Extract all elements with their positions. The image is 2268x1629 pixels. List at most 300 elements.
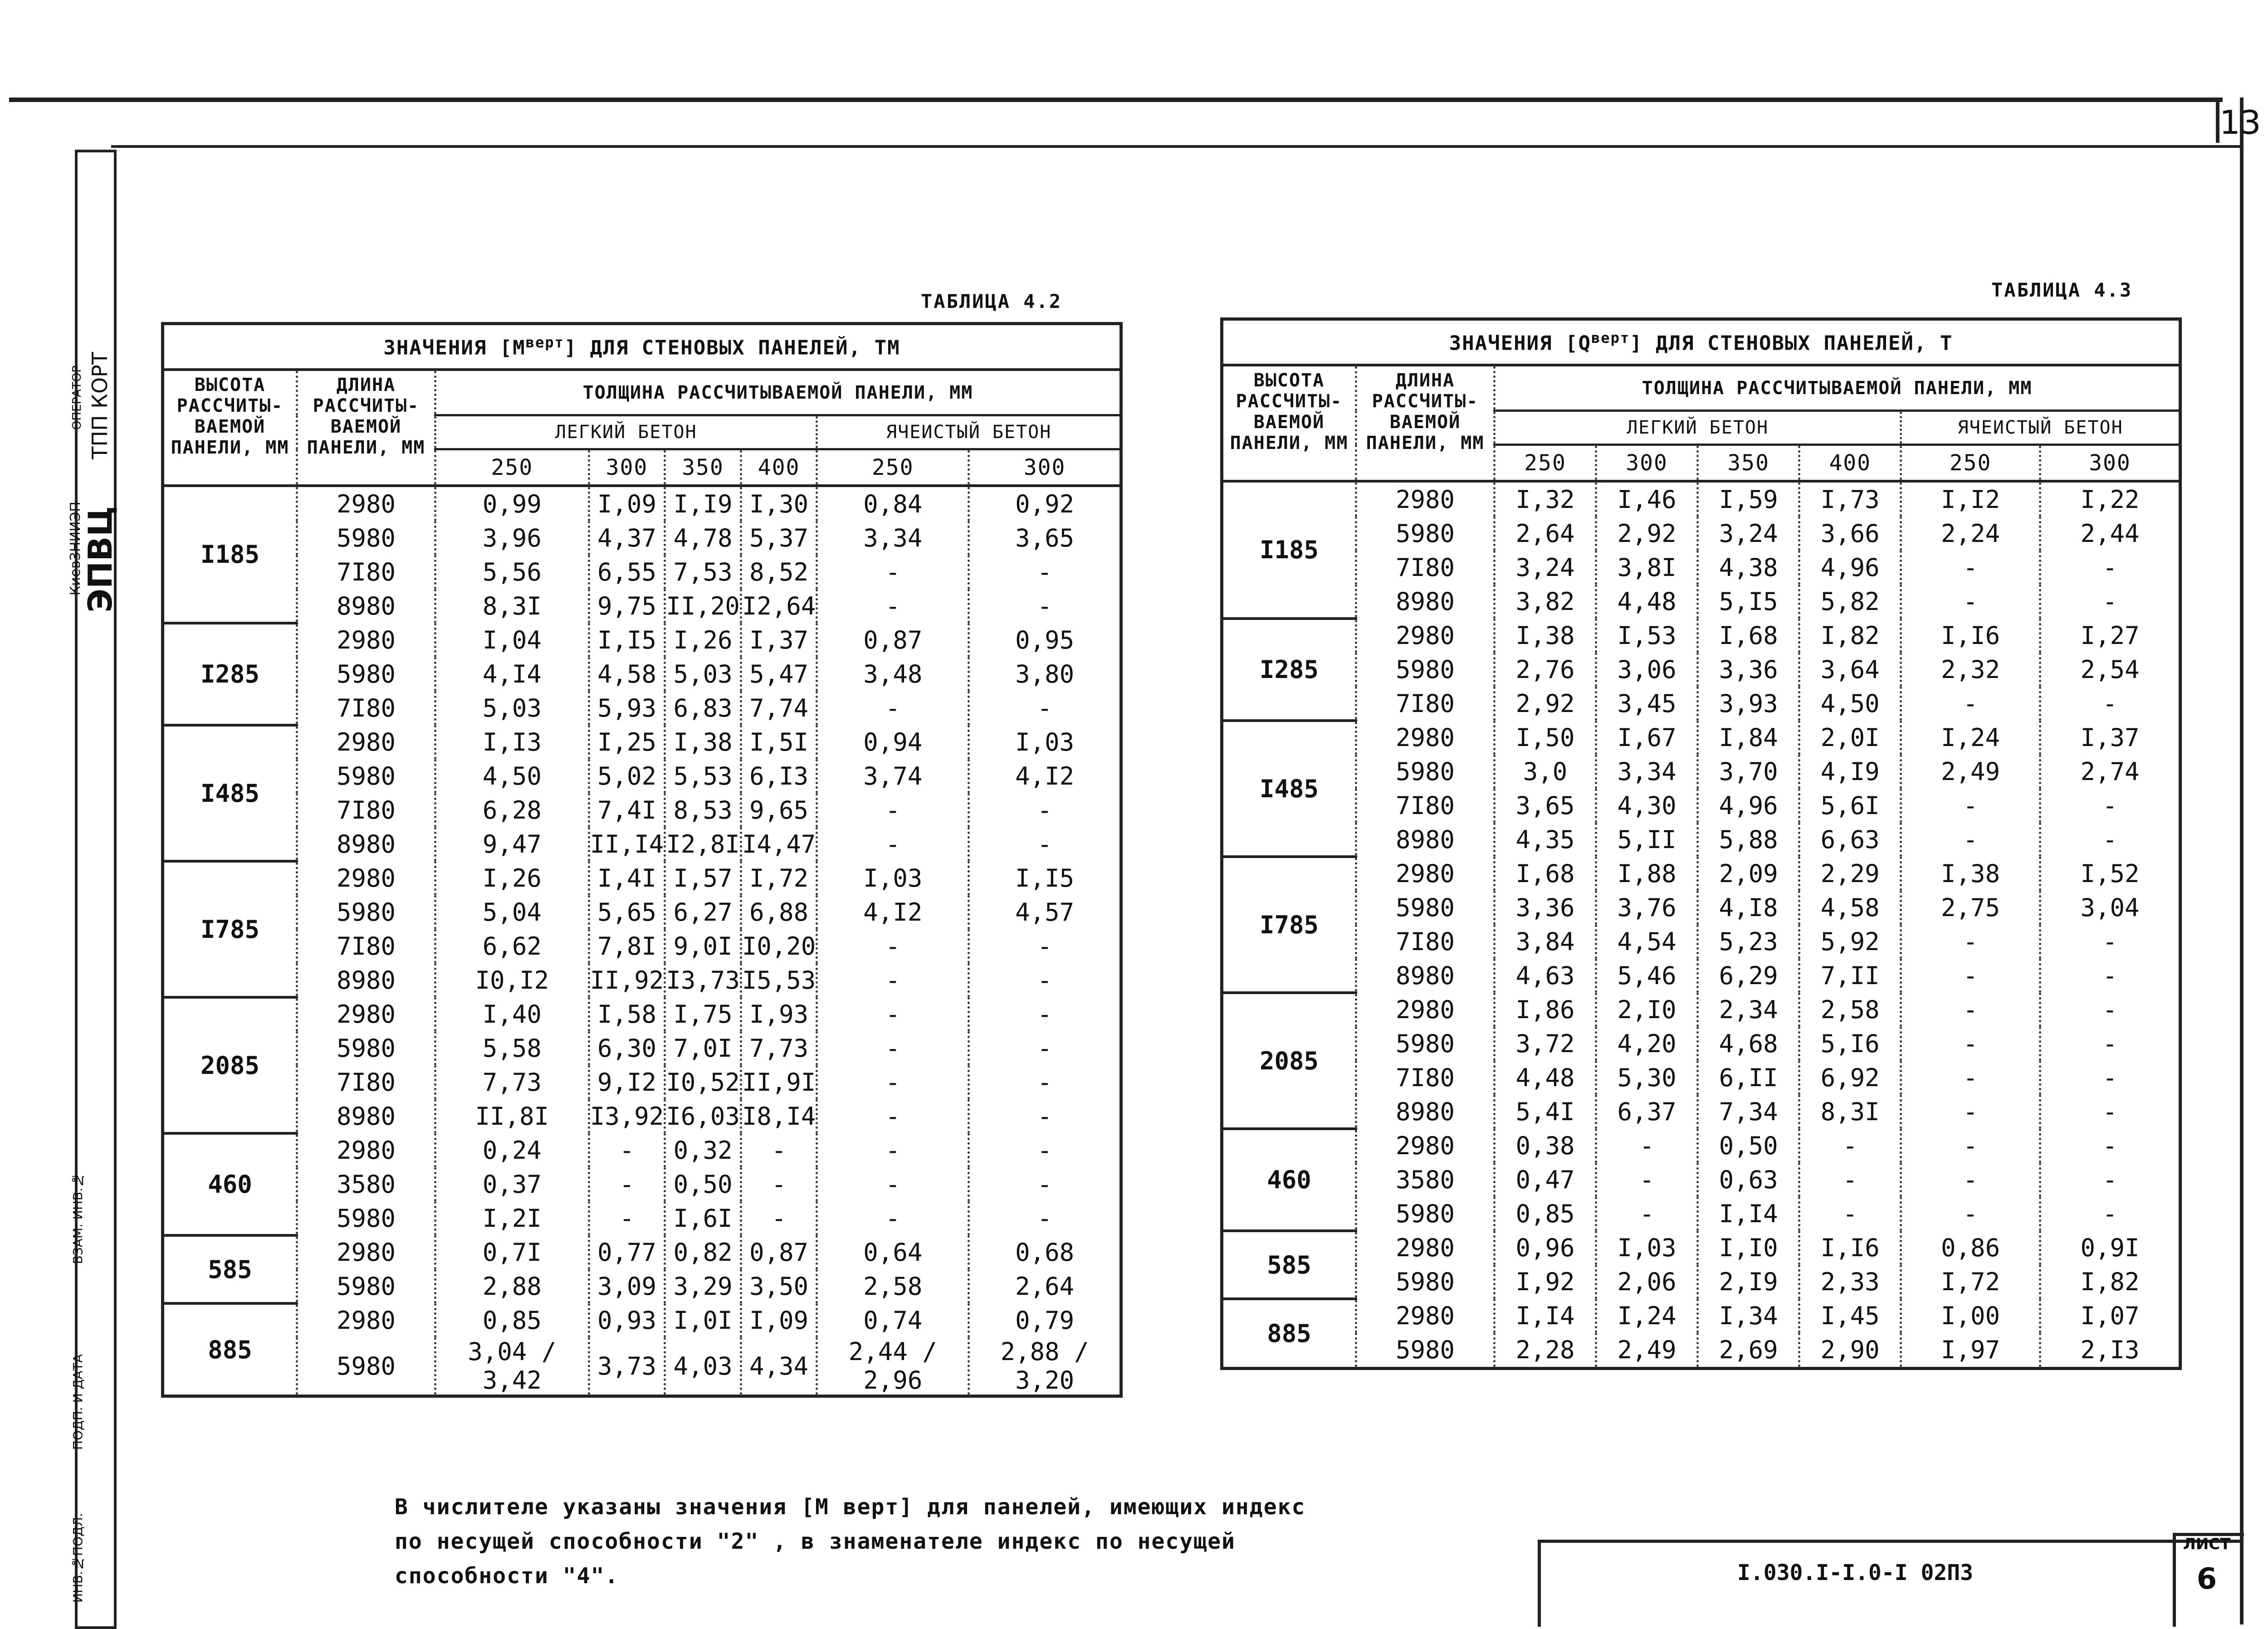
table-row: [163, 997, 1121, 1031]
value-cell: 2,58: [817, 1269, 969, 1303]
table43-thickness-1: 300: [1596, 445, 1698, 482]
value-cell: 4,68: [1698, 1027, 1799, 1061]
value-cell: 5,03: [665, 657, 741, 691]
table-row: [163, 623, 1121, 657]
value-cell: -: [1901, 1197, 2040, 1231]
value-cell: -: [969, 1201, 1121, 1235]
value-cell: 3,45: [1596, 687, 1698, 721]
table42-height-2: I485: [163, 725, 297, 861]
table-row: [1222, 619, 2180, 653]
table-row: [163, 895, 1121, 929]
value-cell: 3,65: [969, 521, 1121, 555]
value-cell: 0,68: [969, 1235, 1121, 1269]
table-row: [1222, 551, 2180, 585]
value-cell: I,I4: [1495, 1299, 1596, 1333]
table-row: [163, 827, 1121, 861]
length-cell: 5980: [1356, 755, 1495, 789]
value-cell: 2,64: [969, 1269, 1121, 1303]
value-cell: 6,29: [1698, 959, 1799, 993]
value-cell: I,46: [1596, 481, 1698, 517]
table43-thickness-2: 350: [1698, 445, 1799, 482]
value-cell: 0,74: [817, 1303, 969, 1337]
value-cell: 4,96: [1698, 789, 1799, 823]
table43-thickness-5: 300: [2040, 445, 2180, 482]
value-cell: 2,24: [1901, 517, 2040, 551]
value-cell: 4,03: [665, 1337, 741, 1396]
value-cell: I4,47: [741, 827, 817, 861]
table-row: [163, 1065, 1121, 1099]
value-cell: 4,57: [969, 895, 1121, 929]
value-cell: I,73: [1799, 481, 1901, 517]
value-cell: 4,63: [1495, 959, 1596, 993]
top-rule: [9, 98, 2223, 102]
table42-col-thickness: ТОЛЩИНА РАССЧИТЫВАЕМОЙ ПАНЕЛИ, ММ: [435, 370, 1121, 415]
value-cell: I0,52: [665, 1065, 741, 1099]
length-cell: 5980: [1356, 891, 1495, 925]
value-cell: 8,3I: [435, 589, 589, 623]
value-cell: 9,75: [589, 589, 665, 623]
value-cell: 2,69: [1698, 1333, 1799, 1369]
value-cell: I,93: [741, 997, 817, 1031]
value-cell: -: [2040, 959, 2180, 993]
value-cell: -: [1901, 993, 2040, 1027]
value-cell: -: [2040, 993, 2180, 1027]
value-cell: I,40: [435, 997, 589, 1031]
length-cell: 5980: [297, 1201, 435, 1235]
value-cell: 2,75: [1901, 891, 2040, 925]
value-cell: 8,3I: [1799, 1095, 1901, 1129]
footnote: [395, 1490, 1370, 1593]
value-cell: 3,66: [1799, 517, 1901, 551]
value-cell: 6,I3: [741, 759, 817, 793]
value-cell: 2,29: [1799, 857, 1901, 891]
value-cell: I,52: [2040, 857, 2180, 891]
value-cell: 6,28: [435, 793, 589, 827]
value-cell: -: [2040, 551, 2180, 585]
table42-thickness-0: 250: [435, 449, 589, 486]
table-row: [1222, 993, 2180, 1027]
value-cell: 6,II: [1698, 1061, 1799, 1095]
table-row: [163, 1099, 1121, 1133]
value-cell: -: [589, 1133, 665, 1167]
value-cell: 3,04: [2040, 891, 2180, 925]
value-cell: 0,92: [969, 486, 1121, 521]
value-cell: -: [1901, 1163, 2040, 1197]
value-cell: I,5I: [741, 725, 817, 759]
value-cell: 5,58: [435, 1031, 589, 1065]
length-cell: 7I80: [1356, 687, 1495, 721]
value-cell: I,I5: [589, 623, 665, 657]
table-4-3: [1220, 317, 2182, 1370]
length-cell: 2980: [297, 725, 435, 759]
table42-title-suffix: ДЛЯ СТЕНОВЫХ ПАНЕЛЕЙ, ТМ: [590, 336, 900, 360]
value-cell: 7,0I: [665, 1031, 741, 1065]
value-cell: 0,32: [665, 1133, 741, 1167]
value-cell: I,50: [1495, 721, 1596, 755]
value-cell: 2,88 / 3,20: [969, 1337, 1121, 1396]
value-cell: I,67: [1596, 721, 1698, 755]
value-cell: 3,24: [1495, 551, 1596, 585]
value-cell: II,92: [589, 963, 665, 997]
value-cell: 2,44 / 2,96: [817, 1337, 969, 1396]
table-row: [1222, 1095, 2180, 1129]
length-cell: 2980: [1356, 1129, 1495, 1163]
length-cell: 7I80: [1356, 789, 1495, 823]
value-cell: I,75: [665, 997, 741, 1031]
value-cell: 0,87: [817, 623, 969, 657]
table-row: [1222, 653, 2180, 687]
value-cell: 4,38: [1698, 551, 1799, 585]
value-cell: 7,8I: [589, 929, 665, 963]
value-cell: I,92: [1495, 1265, 1596, 1299]
table42-title: ЗНАЧЕНИЯ $[М^{верт}]$ ДЛЯ СТЕНОВЫХ ПАНЕЛЕЙ, ТМ: [163, 324, 1121, 370]
value-cell: -: [1901, 585, 2040, 619]
value-cell: -: [817, 997, 969, 1031]
value-cell: I,07: [2040, 1299, 2180, 1333]
table-row: [163, 1201, 1121, 1235]
table42-height-1: I285: [163, 623, 297, 725]
value-cell: 4,I2: [969, 759, 1121, 793]
table-row: [1222, 517, 2180, 551]
value-cell: I,82: [1799, 619, 1901, 653]
frame-top: [111, 145, 2243, 148]
value-cell: I,22: [2040, 481, 2180, 517]
value-cell: 4,48: [1596, 585, 1698, 619]
table-row: [163, 1269, 1121, 1303]
value-cell: I,24: [1901, 721, 2040, 755]
length-cell: 8980: [297, 1099, 435, 1133]
value-cell: 3,34: [817, 521, 969, 555]
table-row: [1222, 823, 2180, 857]
value-cell: 3,76: [1596, 891, 1698, 925]
value-cell: 3,06: [1596, 653, 1698, 687]
stamp-operator-label: ОПЕРАТОР: [70, 366, 84, 430]
value-cell: 3,65: [1495, 789, 1596, 823]
value-cell: 0,85: [435, 1303, 589, 1337]
value-cell: -: [969, 1167, 1121, 1201]
table43-title-symbol: Q: [1578, 332, 1592, 355]
table43-thickness-0: 250: [1495, 445, 1596, 482]
value-cell: 7,II: [1799, 959, 1901, 993]
table-row: [163, 963, 1121, 997]
value-cell: 9,0I: [665, 929, 741, 963]
table-row: [163, 793, 1121, 827]
value-cell: 2,74: [2040, 755, 2180, 789]
value-cell: 2,49: [1901, 755, 2040, 789]
value-cell: 3,09: [589, 1269, 665, 1303]
table-row: [1222, 481, 2180, 517]
stamp-sign-label: ПОДП. И ДАТА: [70, 1354, 85, 1450]
value-cell: 9,65: [741, 793, 817, 827]
value-cell: -: [589, 1167, 665, 1201]
value-cell: -: [817, 589, 969, 623]
value-cell: I,82: [2040, 1265, 2180, 1299]
value-cell: 4,I4: [435, 657, 589, 691]
value-cell: 2,09: [1698, 857, 1799, 891]
value-cell: I,58: [589, 997, 665, 1031]
value-cell: 3,0: [1495, 755, 1596, 789]
table43-thickness-3: 400: [1799, 445, 1901, 482]
table-row: [163, 1167, 1121, 1201]
table-row: [163, 1235, 1121, 1269]
value-cell: -: [1901, 925, 2040, 959]
value-cell: I,72: [1901, 1265, 2040, 1299]
value-cell: I,25: [589, 725, 665, 759]
table-row: [163, 759, 1121, 793]
table-row: [1222, 721, 2180, 755]
length-cell: 2980: [297, 1133, 435, 1167]
value-cell: 0,7I: [435, 1235, 589, 1269]
table-row: [1222, 1027, 2180, 1061]
value-cell: 3,50: [741, 1269, 817, 1303]
value-cell: I,26: [435, 861, 589, 895]
value-cell: -: [1799, 1129, 1901, 1163]
side-stamp: [68, 150, 119, 1629]
value-cell: -: [817, 793, 969, 827]
value-cell: 7,4I: [589, 793, 665, 827]
length-cell: 5980: [297, 657, 435, 691]
length-cell: 2980: [1356, 619, 1495, 653]
value-cell: 0,24: [435, 1133, 589, 1167]
table42-height-3: I785: [163, 861, 297, 997]
value-cell: -: [2040, 687, 2180, 721]
table-row: [1222, 1129, 2180, 1163]
table-row: [163, 861, 1121, 895]
value-cell: I3,73: [665, 963, 741, 997]
length-cell: 5980: [297, 521, 435, 555]
table43-height-2: I485: [1222, 721, 1356, 857]
value-cell: -: [817, 1167, 969, 1201]
value-cell: II,8I: [435, 1099, 589, 1133]
table43-title: ЗНАЧЕНИЯ $[Q^{верт}]$ ДЛЯ СТЕНОВЫХ ПАНЕЛЕЙ, Т: [1222, 319, 2180, 366]
value-cell: I,37: [741, 623, 817, 657]
value-cell: -: [817, 1133, 969, 1167]
table42-height-0: I185: [163, 486, 297, 623]
value-cell: 0,95: [969, 623, 1121, 657]
value-cell: -: [969, 827, 1121, 861]
table-row: [163, 691, 1121, 725]
value-cell: I,97: [1901, 1333, 2040, 1369]
value-cell: 0,86: [1901, 1231, 2040, 1265]
value-cell: I0,20: [741, 929, 817, 963]
table-row: [163, 486, 1121, 521]
value-cell: 2,92: [1596, 517, 1698, 551]
stamp-inv-orig-label: ИНВ.№ПОДЛ.: [70, 1513, 85, 1603]
value-cell: 2,92: [1495, 687, 1596, 721]
value-cell: I,45: [1799, 1299, 1901, 1333]
value-cell: 5,88: [1698, 823, 1799, 857]
value-cell: I,03: [1596, 1231, 1698, 1265]
value-cell: 3,04 / 3,42: [435, 1337, 589, 1396]
value-cell: 2,58: [1799, 993, 1901, 1027]
table42-height-4: 2085: [163, 997, 297, 1133]
value-cell: 0,9I: [2040, 1231, 2180, 1265]
value-cell: 5,03: [435, 691, 589, 725]
value-cell: 4,58: [1799, 891, 1901, 925]
value-cell: 5,37: [741, 521, 817, 555]
value-cell: -: [1901, 789, 2040, 823]
value-cell: 3,36: [1698, 653, 1799, 687]
value-cell: 2,90: [1799, 1333, 1901, 1369]
value-cell: -: [969, 691, 1121, 725]
table43-col-cellular: ЯЧЕИСТЫЙ БЕТОН: [1901, 411, 2180, 445]
value-cell: I,27: [2040, 619, 2180, 653]
table42-height-7: 885: [163, 1303, 297, 1396]
value-cell: -: [2040, 1197, 2180, 1231]
value-cell: 5,92: [1799, 925, 1901, 959]
value-cell: I,03: [969, 725, 1121, 759]
value-cell: I,24: [1596, 1299, 1698, 1333]
length-cell: 3580: [1356, 1163, 1495, 1197]
value-cell: I2,8I: [665, 827, 741, 861]
length-cell: 7I80: [1356, 1061, 1495, 1095]
length-cell: 8980: [1356, 1095, 1495, 1129]
value-cell: -: [969, 963, 1121, 997]
value-cell: 4,I2: [817, 895, 969, 929]
value-cell: I3,92: [589, 1099, 665, 1133]
length-cell: 7I80: [297, 1065, 435, 1099]
table42-col-length: ДЛИНА РАССЧИТЫ- ВАЕМОЙ ПАНЕЛИ, ММ: [297, 370, 435, 486]
value-cell: I,0I: [665, 1303, 741, 1337]
table43-title-suffix: ДЛЯ СТЕНОВЫХ ПАНЕЛЕЙ, Т: [1656, 332, 1953, 355]
value-cell: 2,34: [1698, 993, 1799, 1027]
document-code: I.030.I-I.0-I 02ПЗ: [1737, 1560, 1974, 1585]
length-cell: 2980: [1356, 1299, 1495, 1333]
table-row: [163, 1133, 1121, 1167]
value-cell: -: [1901, 1027, 2040, 1061]
table-row: [163, 929, 1121, 963]
value-cell: 5,02: [589, 759, 665, 793]
table42-thickness-5: 300: [969, 449, 1121, 486]
value-cell: 0,99: [435, 486, 589, 521]
value-cell: I,34: [1698, 1299, 1799, 1333]
value-cell: II,9I: [741, 1065, 817, 1099]
length-cell: 8980: [1356, 585, 1495, 619]
value-cell: -: [2040, 1129, 2180, 1163]
value-cell: 6,55: [589, 555, 665, 589]
table43-caption: ТАБЛИЦА 4.3: [1991, 279, 2133, 301]
value-cell: 5,4I: [1495, 1095, 1596, 1129]
value-cell: -: [969, 555, 1121, 589]
stamp-org-sub: КиевЗНИИЭП: [68, 502, 83, 596]
value-cell: I,30: [741, 486, 817, 521]
length-cell: 5980: [297, 1337, 435, 1396]
value-cell: 4,78: [665, 521, 741, 555]
table-row: [1222, 1163, 2180, 1197]
value-cell: 0,96: [1495, 1231, 1596, 1265]
table42-col-light: ЛЕГКИЙ БЕТОН: [435, 415, 817, 449]
value-cell: 4,50: [1799, 687, 1901, 721]
table-row: [1222, 687, 2180, 721]
value-cell: I2,64: [741, 589, 817, 623]
value-cell: 7,34: [1698, 1095, 1799, 1129]
value-cell: -: [969, 929, 1121, 963]
length-cell: 8980: [297, 589, 435, 623]
table43-thickness-4: 250: [1901, 445, 2040, 482]
value-cell: 2,88: [435, 1269, 589, 1303]
table-row: [1222, 1299, 2180, 1333]
value-cell: 3,74: [817, 759, 969, 793]
table-row: [1222, 1197, 2180, 1231]
table-row: [163, 1337, 1121, 1396]
value-cell: I,I6: [1901, 619, 2040, 653]
table43-height-5: 460: [1222, 1129, 1356, 1231]
value-cell: 6,37: [1596, 1095, 1698, 1129]
table42-col-height: ВЫСОТА РАССЧИТЫ- ВАЕМОЙ ПАНЕЛИ, ММ: [171, 375, 289, 458]
table42-thickness-4: 250: [817, 449, 969, 486]
table42-height-6: 585: [163, 1235, 297, 1303]
value-cell: 5,56: [435, 555, 589, 589]
page-number: 13: [2216, 102, 2260, 143]
value-cell: -: [969, 997, 1121, 1031]
table43-col-length: ДЛИНА РАССЧИТЫ- ВАЕМОЙ ПАНЕЛИ, ММ: [1356, 365, 1495, 481]
value-cell: 7,74: [741, 691, 817, 725]
value-cell: -: [2040, 1095, 2180, 1129]
value-cell: I,09: [589, 486, 665, 521]
value-cell: 5,30: [1596, 1061, 1698, 1095]
length-cell: 7I80: [297, 691, 435, 725]
value-cell: 4,48: [1495, 1061, 1596, 1095]
table42-title-prefix: ЗНАЧЕНИЯ: [383, 336, 487, 360]
value-cell: 5,82: [1799, 585, 1901, 619]
value-cell: -: [817, 1031, 969, 1065]
table43-height-1: I285: [1222, 619, 1356, 721]
table43-col-light: ЛЕГКИЙ БЕТОН: [1495, 411, 1901, 445]
table42-title-sup: верт: [525, 334, 564, 351]
value-cell: I,68: [1495, 857, 1596, 891]
table-row: [163, 725, 1121, 759]
value-cell: 7,73: [435, 1065, 589, 1099]
length-cell: 5980: [1356, 653, 1495, 687]
length-cell: 7I80: [297, 555, 435, 589]
value-cell: 3,80: [969, 657, 1121, 691]
length-cell: 5980: [1356, 1265, 1495, 1299]
value-cell: 5,6I: [1799, 789, 1901, 823]
length-cell: 5980: [297, 895, 435, 929]
value-cell: 8,53: [665, 793, 741, 827]
length-cell: 2980: [1356, 993, 1495, 1027]
value-cell: II,I4: [589, 827, 665, 861]
value-cell: -: [817, 1099, 969, 1133]
value-cell: 7,53: [665, 555, 741, 589]
value-cell: 3,36: [1495, 891, 1596, 925]
value-cell: -: [969, 1099, 1121, 1133]
value-cell: -: [1901, 1061, 2040, 1095]
table-row: [1222, 755, 2180, 789]
value-cell: I,I5: [969, 861, 1121, 895]
value-cell: 8,52: [741, 555, 817, 589]
value-cell: -: [741, 1167, 817, 1201]
table43-col-thickness: ТОЛЩИНА РАССЧИТЫВАЕМОЙ ПАНЕЛИ, ММ: [1495, 365, 2180, 411]
table-row: [1222, 1265, 2180, 1299]
value-cell: I,38: [1495, 619, 1596, 653]
value-cell: 0,85: [1495, 1197, 1596, 1231]
value-cell: I,32: [1495, 481, 1596, 517]
value-cell: 5,53: [665, 759, 741, 793]
length-cell: 2980: [1356, 721, 1495, 755]
table-row: [1222, 585, 2180, 619]
value-cell: 2,54: [2040, 653, 2180, 687]
stamp-org: ЭПВЦ: [81, 506, 119, 613]
table-row: [163, 657, 1121, 691]
value-cell: I,88: [1596, 857, 1698, 891]
value-cell: I,84: [1698, 721, 1799, 755]
value-cell: 2,76: [1495, 653, 1596, 687]
value-cell: -: [1799, 1163, 1901, 1197]
value-cell: 3,34: [1596, 755, 1698, 789]
table42-thickness-2: 350: [665, 449, 741, 486]
value-cell: 5,93: [589, 691, 665, 725]
